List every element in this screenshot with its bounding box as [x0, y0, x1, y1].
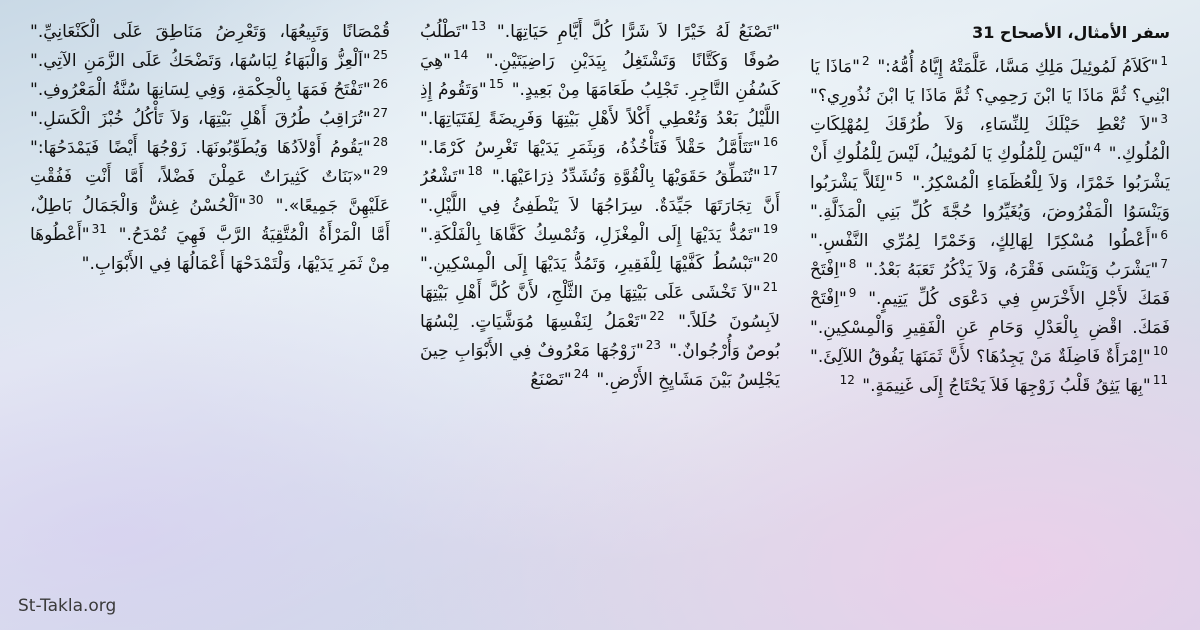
verse-body: "وَتَقُومُ إِذِ اللَّيْلُ بَعْدُ وَتُعْطِي أَكْلاً لأَهْلِ بَيْتِهَا وَفَرِيضَةً لِفَتَيَاتِهَا." [420, 80, 780, 129]
verse-text [30, 48, 390, 71]
verse-body: "تَفْتَحُ فَمَهَا بِالْحِكْمَةِ، وَفِي لِسَانِهَا سُنَّةُ الْمَعْرُوفِ." [30, 80, 371, 100]
verse-number: 10 [1152, 344, 1168, 359]
verse-text [420, 251, 780, 274]
verse-body: "يَقُومُ أَوْلاَدُهَا وَيُطَوِّبُونَهَا. زَوْجُهَا أَيْضًا فَيَمْدَحُهَا:" [30, 138, 371, 158]
verse-body: "مَاذَا يَا ابْنِي؟ ثُمَّ مَاذَا يَا ابْنَ رَحِمِي؟ ثُمَّ مَاذَا يَا ابْنَ نُذُورِي؟" [810, 57, 1170, 106]
verse-text [530, 367, 591, 390]
verse-number: 11 [1152, 373, 1168, 388]
verse-body: "تَصْنَعُ [530, 370, 572, 390]
verse-number: 12 [839, 373, 855, 388]
verse-body: "تُنَطِّقُ حَقَوَيْهَا بِالْقُوَّةِ وَتُشَدِّدُ ذِرَاعَيْهَا." [491, 167, 761, 187]
verse-number: 30 [248, 193, 264, 208]
verse-number: 28 [372, 135, 388, 150]
verse-number: 16 [762, 135, 778, 150]
verse-body: "تَبْسُطُ كَفَّيْهَا لِلْفَقِيرِ، وَتَمُدُّ يَدَيْهَا إِلَى الْمِسْكِينِ." [420, 254, 761, 274]
verse-text [30, 135, 390, 158]
verse-body: "زَوْجُهَا مَعْرُوفٌ فِي الأَبْوَابِ حِينَ يَجْلِسُ بَيْنَ مَشَايِخِ الأَرْضِ." [420, 341, 780, 390]
verse-body: "تَشْعُرُ أَنَّ تِجَارَتَهَا جَيِّدَةٌ. سِرَاجُهَا لاَ يَنْطَفِئُ فِي اللَّيْلِ." [420, 167, 780, 216]
verse-body: "تَمُدُّ يَدَيْهَا إِلَى الْمِغْزَلِ، وَتُمْسِكُ كَفَّاهَا بِالْفَلْكَةِ." [420, 225, 761, 245]
verse-number: 15 [488, 77, 504, 92]
verse-body: "اَلْحُسْنُ غِشٌّ وَالْجَمَالُ بَاطِلٌ، أَمَّا الْمَرْأَةُ الْمُتَّقِيَةُ الرَّبَّ فَهِيَ تُمْدَحُ." [30, 196, 390, 245]
verse-text [865, 257, 1170, 280]
verse-body: "اِمْرَأَةٌ فَاضِلَةٌ مَنْ يَجِدُهَا؟ لأَنَّ ثَمَنَهَا يَفُوقُ اللآلِئَ." [810, 347, 1151, 367]
verse-number: 8 [848, 257, 857, 272]
verse-body: "تَطْلُبُ صُوفًا وَكَتَّانًا وَتَشْتَغِلُ بِيَدَيْنِ رَاضِيَتَيْنِ." [420, 22, 780, 71]
verse-text [838, 373, 857, 396]
verse-number: 13 [470, 19, 487, 34]
verse-number: 21 [762, 280, 778, 295]
verse-text [862, 373, 1170, 396]
verse-body: "بِهَا يَثِقُ قَلْبُ زَوْجِهَا فَلاَ يَحْتَاجُ إِلَى غَنِيمَةٍ." [862, 376, 1151, 396]
verse-body: "تُرَاقِبُ طُرُقَ أَهْلِ بَيْتِهَا، وَلاَ تَأْكُلُ خُبْزَ الْكَسَلِ." [30, 109, 371, 129]
column-right [810, 18, 1170, 608]
verse-number: 31 [91, 222, 107, 237]
verse-body: "تَعْمَلُ لِنَفْسِهَا مُوَشَّيَاتٍ. لِبْسُهَا بُوصٌ وَأُرْجُوانٌ." [420, 312, 780, 361]
verse-number: 29 [372, 164, 388, 179]
verse-text [810, 344, 1170, 367]
verse-number: 1 [1160, 54, 1169, 69]
verse-text [497, 22, 780, 42]
verse-body: "«بَنَاتٌ كَثِيرَاتٌ عَمِلْنَ فَضْلاً، أَمَّا أَنْتِ فَفُقْتِ عَلَيْهِنَّ جَمِيعًا»." [30, 167, 390, 216]
verse-number: 5 [895, 170, 903, 185]
verse-number: 18 [467, 164, 483, 179]
verse-number: 22 [649, 309, 665, 324]
verse-body: "اِفْتَحْ فَمَكَ لأَجْلِ الأَخْرَسِ فِي دَعْوَى كُلِّ يَتِيمٍ." [810, 260, 1170, 309]
verse-number: 26 [372, 77, 388, 92]
column-left [30, 18, 390, 608]
verse-text [877, 54, 1170, 77]
verse-text [30, 22, 390, 42]
page-title: سفر الأمثال، الأصحاح 31 [972, 23, 1170, 42]
verse-number: 23 [645, 338, 662, 353]
verse-body: قُمْصَانًا وَتَبِيعُهَا، وَتَعْرِضُ مَنَاطِقَ عَلَى الْكَنْعَانِيِّ." [30, 22, 390, 42]
verse-body: "تَتَأَمَّلُ حَقْلاً فَتَأْخُذُهُ، وَبِثَمَرِ يَدَيْهَا تَغْرِسُ كَرْمًا." [420, 138, 761, 158]
verse-number: 20 [762, 251, 778, 266]
verse-body: "لاَ تَخْشَى عَلَى بَيْتِهَا مِنَ الثَّلْجِ، لأَنَّ كُلَّ أَهْلِ بَيْتِهَا لاَبِسُونَ حُلَلاً." [420, 283, 780, 332]
verse-text [420, 135, 780, 158]
verse-number: 17 [762, 164, 778, 179]
verse-text [420, 222, 780, 245]
verse-number: 7 [1160, 257, 1169, 272]
verse-body: "اَلْعِزُّ وَالْبَهَاءُ لِبَاسُهَا، وَتَضْحَكُ عَلَى الزَّمَنِ الآتِي." [30, 51, 371, 71]
verse-body: "أَعْطُوهَا مِنْ ثَمَرِ يَدَيْهَا، وَلْتَمْدَحْهَا أَعْمَالُهَا فِي الأَبْوَابِ." [30, 225, 390, 274]
verse-number: 19 [762, 222, 778, 237]
text-columns [30, 18, 1170, 608]
verse-number: 9 [848, 286, 857, 301]
verse-body: "لَيْسَ لِلْمُلُوكِ يَا لَمُوئِيلُ، لَيْسَ لِلْمُلُوكِ أَنْ يَشْرَبُوا خَمْرًا، وَلاَ لِلْعُظَمَاءِ الْمُسْكِرُ." [810, 144, 1170, 193]
verse-body: "يَشْرَبُ وَيَنْسَى فَقْرَهُ، وَلاَ يَذْكُرُ تَعَبَهُ بَعْدُ." [865, 260, 1159, 280]
column-middle [420, 18, 780, 608]
verse-text [491, 164, 780, 187]
verse-number: 3 [1160, 112, 1168, 127]
verse-text [30, 77, 390, 100]
verse-text [810, 228, 1170, 251]
verse-number: 24 [573, 367, 589, 382]
verse-number: 14 [452, 48, 469, 63]
verse-number: 4 [1093, 141, 1102, 156]
verse-body: "لِئَلاَّ يَشْرَبُوا وَيَنْسَوُا الْمَفْرُوضَ، وَيُغَيِّرُوا حُجَّةَ كُلِّ بَنِي الْمَذَلَّةِ." [810, 173, 1170, 222]
verse-body: "كَلاَمُ لَمُوئِيلَ مَلِكِ مَسَّا، عَلَّمَتْهُ إِيَّاهُ أُمُّهُ:" [877, 57, 1159, 77]
site-watermark: St-Takla.org [18, 596, 117, 616]
verse-body: "أَعْطُوا مُسْكِرًا لِهَالِكٍ، وَخَمْرًا لِمُرِّي النَّفْسِ." [810, 231, 1159, 251]
verse-body: "لاَ تُعْطِ حَيْلَكَ لِلنِّسَاءِ، وَلاَ طُرُقَكَ لِمُهْلِكَاتِ الْمُلُوكِ." [810, 115, 1170, 164]
verse-number: 27 [372, 106, 388, 121]
verse-text [30, 106, 390, 129]
verse-number: 6 [1160, 228, 1168, 243]
verse-body: "هِيَ كَسُفُنِ التَّاجِرِ. تَجْلِبُ طَعَامَهَا مِنْ بَعِيدٍ." [420, 51, 780, 100]
verse-body: "اِفْتَحْ فَمَكَ. اقْضِ بِالْعَدْلِ وَحَامِ عَنِ الْفَقِيرِ وَالْمِسْكِينِ." [810, 289, 1170, 338]
verse-number: 2 [862, 54, 870, 69]
verse-body: "تَصْنَعُ لَهُ خَيْرًا لاَ شَرًّا كُلَّ أَيَّامِ حَيَاتِهَا." [496, 22, 780, 42]
verse-number: 25 [372, 48, 388, 63]
